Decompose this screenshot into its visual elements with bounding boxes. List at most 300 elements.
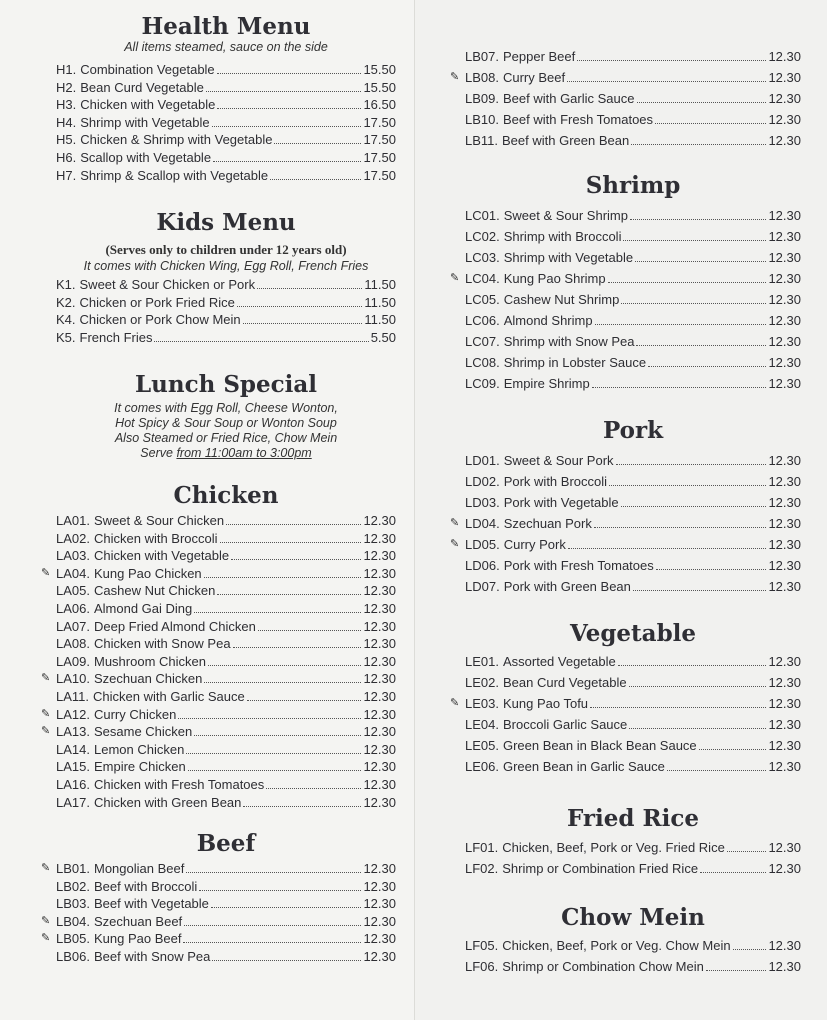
- lunch-special-line-2: Hot Spicy & Sour Soup or Wonton Soup: [115, 416, 337, 430]
- dot-leader: [633, 590, 767, 591]
- item-price: 12.30: [768, 537, 801, 552]
- item-name: Kung Pao Tofu: [502, 696, 589, 711]
- item-name: Chicken with Vegetable: [80, 97, 216, 113]
- item-name: Beef with Garlic Sauce: [502, 91, 635, 106]
- item-name: Almond Shrimp: [503, 313, 593, 328]
- item-price: 12.30: [768, 355, 801, 370]
- dot-leader: [568, 548, 767, 549]
- item-name: Sweet & Sour Shrimp: [503, 208, 628, 223]
- pencil-check-mark-icon: ✎: [41, 707, 51, 720]
- dot-leader: [594, 527, 767, 528]
- item-name: Beef with Fresh Tomatoes: [502, 112, 654, 127]
- item-code: LA13.: [56, 724, 90, 740]
- item-price: 12.30: [768, 453, 801, 468]
- menu-item: [465, 471, 801, 492]
- item-name: Deep Fried Almond Chicken: [93, 618, 256, 634]
- item-name: Combination Vegetable: [80, 62, 215, 77]
- dot-leader: [194, 612, 361, 613]
- dot-leader: [595, 324, 767, 325]
- dot-leader: [199, 890, 361, 891]
- dot-leader: [258, 630, 362, 631]
- item-name: Sesame Chicken: [93, 724, 193, 740]
- dot-leader: [700, 872, 766, 873]
- dot-leader: [243, 323, 363, 324]
- menu-item: [56, 167, 396, 185]
- menu-item: [465, 205, 801, 226]
- item-code: K1.: [56, 277, 76, 292]
- item-code: LA11.: [56, 688, 90, 704]
- item-price: 12.30: [768, 229, 801, 244]
- menu-item: [465, 331, 801, 352]
- pencil-check-mark-icon: ✎: [450, 71, 460, 83]
- item-code: LC02.: [465, 229, 500, 244]
- item-code: LF02.: [465, 861, 499, 876]
- menu-item: [56, 741, 396, 759]
- item-name: Chicken with Garlic Sauce: [93, 688, 245, 704]
- item-code: K2.: [56, 294, 76, 310]
- dot-leader: [186, 753, 361, 754]
- item-name: Shrimp & Scallop with Vegetable: [80, 167, 269, 183]
- item-name: Green Bean in Black Bean Sauce: [502, 738, 697, 753]
- dot-leader: [590, 707, 766, 708]
- item-code: LD05.: [465, 537, 500, 552]
- menu-item: [56, 878, 396, 896]
- dot-leader: [577, 60, 766, 61]
- item-code: LC01.: [465, 208, 500, 223]
- beef-continued-list: [450, 46, 801, 151]
- item-code: K5.: [56, 329, 76, 345]
- pork-list: [450, 450, 801, 597]
- chow-mein-title: Chow Mein: [561, 904, 705, 931]
- item-code: LA05.: [56, 583, 90, 599]
- dot-leader: [266, 788, 361, 789]
- item-price: 12.30: [363, 913, 396, 929]
- item-name: Shrimp with Snow Pea: [503, 334, 635, 349]
- item-name: Beef with Green Bean: [502, 133, 630, 148]
- item-name: Shrimp or Combination Fried Rice: [502, 861, 699, 876]
- item-price: 15.50: [363, 62, 396, 77]
- menu-item: [56, 530, 396, 548]
- menu-item: [56, 512, 396, 530]
- lunch-special-line-1: It comes with Egg Roll, Cheese Wonton,: [114, 401, 338, 415]
- menu-item: [465, 247, 801, 268]
- item-price: 12.30: [363, 896, 396, 912]
- dot-leader: [154, 341, 368, 342]
- chow-mein-section: [465, 905, 801, 977]
- shrimp-list: [450, 205, 801, 394]
- item-code: LB02.: [56, 878, 90, 894]
- menu-item: [56, 635, 396, 653]
- item-name: Chicken, Beef, Pork or Veg. Chow Mein: [502, 938, 731, 953]
- item-code: LA02.: [56, 530, 90, 546]
- serve-hours: from 11:00am to 3:00pm: [176, 446, 312, 460]
- item-price: 11.50: [364, 312, 396, 328]
- item-name: Cashew Nut Shrimp: [503, 292, 620, 307]
- menu-item: [450, 534, 801, 555]
- item-price: 12.30: [363, 618, 396, 634]
- item-code: LD06.: [465, 558, 500, 573]
- menu-item: [465, 672, 801, 693]
- item-code: LA15.: [56, 759, 90, 775]
- dot-leader: [635, 261, 766, 262]
- item-name: Kung Pao Shrimp: [503, 271, 606, 286]
- item-name: Bean Curd Vegetable: [502, 675, 627, 690]
- dot-leader: [656, 569, 767, 570]
- item-name: Shrimp in Lobster Sauce: [503, 355, 647, 370]
- item-code: LB05.: [56, 931, 90, 947]
- item-code: LD02.: [465, 474, 500, 489]
- pencil-check-mark-icon: ✎: [41, 914, 51, 927]
- item-price: 12.30: [363, 513, 396, 528]
- dot-leader: [629, 686, 767, 687]
- item-name: Kung Pao Beef: [93, 931, 182, 947]
- menu-item: [56, 79, 396, 97]
- item-code: LB09.: [465, 91, 499, 106]
- menu-item: [465, 289, 801, 310]
- item-name: Beef with Snow Pea: [93, 948, 211, 964]
- menu-item: [465, 450, 801, 471]
- dot-leader: [616, 464, 767, 465]
- item-price: 12.30: [768, 112, 801, 127]
- beef-title: Beef: [196, 830, 256, 857]
- kids-menu-includes: It comes with Chicken Wing, Egg Roll, French Fries: [83, 259, 369, 273]
- item-code: LA03.: [56, 548, 90, 564]
- item-price: 12.30: [768, 376, 801, 391]
- pork-section: [450, 417, 801, 597]
- pencil-check-mark-icon: ✎: [41, 672, 51, 685]
- item-name: Shrimp with Vegetable: [80, 114, 210, 130]
- item-price: 12.30: [768, 759, 801, 774]
- dot-leader: [727, 851, 767, 852]
- lunch-special-hours: [56, 446, 396, 461]
- dot-leader: [226, 524, 361, 525]
- item-price: 12.30: [768, 292, 801, 307]
- item-price: 11.50: [364, 277, 396, 292]
- item-price: 12.30: [363, 671, 396, 687]
- item-code: H5.: [56, 132, 77, 148]
- item-name: Chicken & Shrimp with Vegetable: [80, 132, 273, 148]
- item-price: 12.30: [768, 840, 801, 855]
- chicken-section: [41, 482, 396, 811]
- item-code: K4.: [56, 312, 76, 328]
- item-code: H7.: [56, 167, 77, 183]
- item-name: Kung Pao Chicken: [93, 565, 202, 581]
- item-code: LD03.: [465, 495, 500, 510]
- menu-item: [450, 513, 801, 534]
- menu-item: [56, 758, 396, 776]
- item-price: 12.30: [363, 688, 396, 704]
- item-price: 12.30: [768, 70, 801, 85]
- item-name: Szechuan Beef: [93, 913, 183, 929]
- dot-leader: [217, 73, 362, 74]
- item-price: 17.50: [363, 167, 396, 183]
- dot-leader: [243, 806, 361, 807]
- menu-item: [465, 735, 801, 756]
- item-code: LA04.: [56, 565, 90, 581]
- item-price: 11.50: [364, 294, 396, 310]
- item-price: 12.30: [363, 948, 396, 964]
- menu-right-column: [415, 0, 827, 1020]
- menu-item: [465, 373, 801, 394]
- item-name: Chicken with Green Bean: [93, 794, 242, 810]
- menu-item: [465, 935, 801, 956]
- menu-item: [56, 329, 396, 347]
- dot-leader: [270, 179, 361, 180]
- menu-item: [465, 555, 801, 576]
- dot-leader: [608, 282, 767, 283]
- item-name: Curry Pork: [503, 537, 566, 552]
- health-menu-note: All items steamed, sauce on the side: [124, 40, 328, 54]
- menu-item: [56, 794, 396, 812]
- item-name: Curry Beef: [502, 70, 566, 85]
- menu-item: [465, 310, 801, 331]
- item-code: LB08.: [465, 70, 499, 85]
- pork-title: Pork: [602, 417, 664, 444]
- menu-item: [465, 756, 801, 777]
- item-name: Szechuan Pork: [503, 516, 592, 531]
- lunch-special-line-3: Also Steamed or Fried Rice, Chow Mein: [114, 431, 338, 445]
- item-name: Szechuan Chicken: [93, 671, 203, 687]
- dot-leader: [699, 749, 767, 750]
- item-price: 12.30: [768, 558, 801, 573]
- item-name: Broccoli Garlic Sauce: [502, 717, 628, 732]
- item-price: 12.30: [768, 334, 801, 349]
- item-name: Beef with Vegetable: [93, 896, 209, 912]
- item-price: 12.30: [363, 530, 396, 546]
- dot-leader: [204, 577, 362, 578]
- dot-leader: [206, 91, 362, 92]
- item-name: Pepper Beef: [502, 49, 576, 64]
- item-code: LA12.: [56, 706, 90, 722]
- dot-leader: [178, 718, 361, 719]
- item-name: Cashew Nut Chicken: [93, 583, 216, 599]
- dot-leader: [648, 366, 766, 367]
- item-price: 12.30: [768, 959, 801, 974]
- item-price: 12.30: [363, 548, 396, 564]
- serve-label: Serve: [140, 446, 177, 460]
- chow-mein-list: [465, 935, 801, 977]
- item-price: 12.30: [363, 794, 396, 810]
- item-name: Mongolian Beef: [93, 861, 185, 876]
- item-code: LA17.: [56, 794, 90, 810]
- item-code: LA06.: [56, 600, 90, 616]
- menu-item: [465, 858, 801, 879]
- item-code: LE06.: [465, 759, 499, 774]
- dot-leader: [186, 872, 361, 873]
- menu-item: [56, 948, 396, 966]
- item-price: 12.30: [363, 861, 396, 876]
- pencil-check-mark-icon: ✎: [41, 932, 51, 945]
- item-price: 12.30: [768, 738, 801, 753]
- item-name: Bean Curd Vegetable: [80, 79, 204, 95]
- item-name: Shrimp with Broccoli: [503, 229, 622, 244]
- item-name: Chicken or Pork Fried Rice: [79, 294, 235, 310]
- menu-item: [465, 226, 801, 247]
- menu-item: [41, 565, 396, 583]
- item-name: Sweet & Sour Chicken: [93, 513, 225, 528]
- item-price: 12.30: [768, 495, 801, 510]
- fried-rice-title: Fried Rice: [567, 805, 699, 832]
- item-name: Sweet & Sour Pork: [503, 453, 614, 468]
- item-price: 12.30: [768, 516, 801, 531]
- menu-item: [56, 776, 396, 794]
- vegetable-title: Vegetable: [569, 620, 697, 647]
- item-code: H2.: [56, 79, 77, 95]
- item-price: 12.30: [363, 583, 396, 599]
- item-code: LA01.: [56, 513, 90, 528]
- dot-leader: [623, 240, 766, 241]
- menu-item: [450, 268, 801, 289]
- vegetable-section: [450, 620, 801, 777]
- item-code: H1.: [56, 62, 77, 77]
- item-code: LA16.: [56, 776, 90, 792]
- dot-leader: [592, 387, 767, 388]
- item-code: LC09.: [465, 376, 500, 391]
- dot-leader: [212, 126, 362, 127]
- fried-rice-list: [465, 837, 801, 879]
- menu-item: [56, 688, 396, 706]
- item-code: H4.: [56, 114, 77, 130]
- item-price: 12.30: [363, 565, 396, 581]
- pencil-check-mark-icon: ✎: [450, 272, 460, 284]
- dot-leader: [184, 925, 361, 926]
- dot-leader: [630, 219, 766, 220]
- item-code: LB11.: [465, 133, 499, 148]
- dot-leader: [183, 942, 361, 943]
- item-code: LA07.: [56, 618, 90, 634]
- dot-leader: [208, 665, 361, 666]
- dot-leader: [212, 960, 361, 961]
- item-name: Green Bean in Garlic Sauce: [502, 759, 665, 774]
- kids-menu-note: (Serves only to children under 12 years old): [105, 242, 347, 257]
- menu-item: [56, 149, 396, 167]
- menu-item: [465, 130, 801, 151]
- menu-item: [465, 956, 801, 977]
- menu-item: [41, 723, 396, 741]
- item-code: LC08.: [465, 355, 500, 370]
- item-name: Curry Chicken: [93, 706, 177, 722]
- item-name: Pork with Vegetable: [503, 495, 619, 510]
- dot-leader: [618, 665, 767, 666]
- item-name: Sweet & Sour Chicken or Pork: [79, 277, 256, 292]
- menu-item: [56, 618, 396, 636]
- shrimp-section: [450, 172, 801, 394]
- item-code: LB01.: [56, 861, 90, 876]
- item-code: LA14.: [56, 741, 90, 757]
- dot-leader: [188, 770, 362, 771]
- dot-leader: [567, 81, 766, 82]
- pencil-check-mark-icon: ✎: [450, 517, 460, 529]
- menu-item: [465, 837, 801, 858]
- kids-menu-section: [56, 210, 396, 346]
- item-name: Empire Chicken: [93, 759, 186, 775]
- item-code: LC05.: [465, 292, 500, 307]
- item-price: 12.30: [363, 600, 396, 616]
- item-name: Pork with Broccoli: [503, 474, 608, 489]
- dot-leader: [667, 770, 767, 771]
- item-name: Lemon Chicken: [93, 741, 185, 757]
- kids-menu-list: [56, 276, 396, 346]
- item-price: 17.50: [363, 132, 396, 148]
- item-code: LD04.: [465, 516, 500, 531]
- pencil-check-mark-icon: ✎: [41, 862, 51, 874]
- dot-leader: [274, 143, 361, 144]
- item-name: Assorted Vegetable: [502, 654, 616, 669]
- item-name: Pork with Green Bean: [503, 579, 631, 594]
- health-menu-list: [56, 61, 396, 184]
- item-price: 12.30: [363, 636, 396, 652]
- item-name: Chicken with Fresh Tomatoes: [93, 776, 265, 792]
- item-name: French Fries: [79, 329, 153, 345]
- dot-leader: [217, 108, 361, 109]
- item-name: Beef with Broccoli: [93, 878, 198, 894]
- menu-item: [56, 895, 396, 913]
- item-code: LE05.: [465, 738, 499, 753]
- dot-leader: [636, 345, 766, 346]
- lunch-special-title: Lunch Special: [134, 371, 318, 398]
- item-price: 17.50: [363, 149, 396, 165]
- item-name: Pork with Fresh Tomatoes: [503, 558, 654, 573]
- dot-leader: [204, 682, 361, 683]
- item-name: Chicken, Beef, Pork or Veg. Fried Rice: [502, 840, 725, 855]
- item-price: 12.30: [363, 741, 396, 757]
- pencil-check-mark-icon: ✎: [450, 538, 460, 550]
- item-name: Shrimp with Vegetable: [503, 250, 634, 265]
- item-code: LB06.: [56, 948, 90, 964]
- item-name: Empire Shrimp: [503, 376, 590, 391]
- beef-continued-section: [450, 46, 801, 151]
- item-code: LA08.: [56, 636, 90, 652]
- item-code: LD07.: [465, 579, 500, 594]
- dot-leader: [257, 288, 362, 289]
- chicken-title: Chicken: [173, 482, 279, 509]
- dot-leader: [609, 485, 766, 486]
- dot-leader: [621, 506, 767, 507]
- dot-leader: [655, 123, 766, 124]
- dot-leader: [629, 728, 766, 729]
- menu-item: [56, 276, 396, 294]
- beef-list: [41, 860, 396, 966]
- item-name: Chicken with Broccoli: [93, 530, 218, 546]
- item-price: 12.30: [768, 208, 801, 223]
- item-name: Shrimp or Combination Chow Mein: [502, 959, 704, 974]
- menu-item: [56, 600, 396, 618]
- dot-leader: [194, 735, 361, 736]
- item-code: LB07.: [465, 49, 499, 64]
- item-price: 12.30: [363, 724, 396, 740]
- item-name: Chicken or Pork Chow Mein: [79, 312, 241, 328]
- fried-rice-section: [465, 806, 801, 879]
- item-code: LC03.: [465, 250, 500, 265]
- item-name: Chicken with Snow Pea: [93, 636, 231, 652]
- dot-leader: [247, 700, 362, 701]
- item-code: H3.: [56, 97, 77, 113]
- menu-item: [465, 46, 801, 67]
- item-price: 12.30: [768, 938, 801, 953]
- dot-leader: [237, 306, 363, 307]
- menu-item: [56, 311, 396, 329]
- dot-leader: [213, 161, 361, 162]
- item-code: LE02.: [465, 675, 499, 690]
- menu-item: [56, 114, 396, 132]
- item-price: 12.30: [363, 706, 396, 722]
- menu-item: [41, 930, 396, 948]
- item-price: 12.30: [768, 271, 801, 286]
- menu-item: [56, 653, 396, 671]
- menu-item: [465, 714, 801, 735]
- dot-leader: [220, 542, 362, 543]
- health-menu-title: Health Menu: [141, 13, 311, 40]
